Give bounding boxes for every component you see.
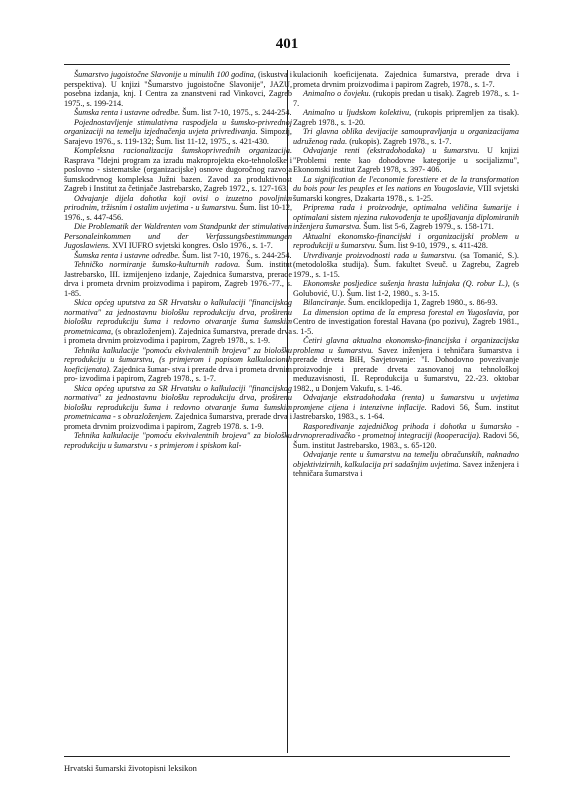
bibliography-entry [293, 203, 519, 232]
bibliography-entry [64, 346, 292, 384]
left-column [64, 70, 292, 450]
bibliography-entry [293, 279, 519, 298]
entry-title: Kompleksna racionalizacija šumskoprivrednih organizacija. [74, 146, 292, 155]
bibliography-entry [293, 127, 519, 146]
entry-title: Animalno u ljudskom kolektivu, [303, 108, 412, 117]
bibliography-entry [64, 260, 292, 298]
bibliography-entry [64, 251, 292, 261]
entry-title: Raspoređivanje zajedničkog prihoda i dohotka u šumarsko - drvnopreradivačko - prometnoj integraciji (kooperacija). [293, 421, 519, 440]
entry-title: Priprema rada i proizvodnje, optimalna veličina šumarije i optimalani sistem njezina rukovođenja te upošljavanja diplomiranih inženjera šumarstva. [293, 203, 519, 231]
entry-details: Šum. enciklopedija 1, Zagreb 1980., s. 86-93. [345, 298, 498, 307]
entry-details: U knjizi "Problemi rente kao dohodovne kategorije u socijalizmu", Ekonomski institut Zagreb 1978, s. 397- 406. [293, 146, 519, 174]
entry-title: Tehničko normiranje šumsko-kulturnih radova. [74, 260, 241, 269]
entry-title: Pojednostavljenje stimulativna raspodjela u šumsko-privrednoj organizaciji na temelju izjednačenja uvjeta privređivanja. [64, 117, 292, 136]
bibliography-entry [64, 146, 292, 194]
bibliography-entry [64, 108, 292, 118]
entry-title: Šumarstvo jugoistočne Slavonije u minulih 100 godina, [74, 70, 256, 79]
bibliography-entry [293, 232, 519, 251]
entry-title: La dimension optima de la empresa forestal en Yugoslavia, [303, 307, 505, 317]
footer-text: Hrvatski šumarski životopisni leksikon [64, 763, 197, 773]
bibliography-entry [293, 89, 519, 108]
entry-details: Radovi 56, Šum. institut Jastrebarsko, 1983., s. 1-64. [293, 402, 520, 421]
entry-title: Aktualni ekonomsko-financijski i organizacijski problem u reprodukciji u šumarstvu. [293, 231, 519, 250]
entry-title: Tehnika kalkulacije "pomoću ekvivalentnih brojeva" za biološku reprodukciju u šumarstvu, (s primjerom i popisom kalkulacionih koeficijenata). [64, 345, 292, 374]
bibliography-entry [64, 384, 292, 432]
entry-details: (rukopis predan u tisak). Zagreb 1978., s. 1-7. [293, 89, 519, 108]
bibliography-entry [293, 422, 519, 451]
bibliography-entry [293, 393, 519, 422]
entry-title: La signification de l'economie forestiere et de la transformation du bois pour les peuples et les nations en Yougoslavie, [293, 174, 519, 193]
entry-title: Skica općeg uputstva za SR Hrvatsku o kalkulaciji "financijskog normativa" za jednostavnu biološku reprodukciju drva, proširenu biološku reprodukciju šuma i redovno otvaranje šuma šumskim prometnicama - s obrazloženjem. [64, 383, 292, 421]
entry-title: Odvajanje dijela dohotka koji ovisi o izuzetno povoljnim prirodnim, tržisnim i ostalim uvjetima - u šumarstvu. [64, 193, 292, 212]
entry-details: (s obrazloženjem). Zajednica šumarstva, prerade drva i prometa drvnim proizvodima i papirom, Zagreb 1978., s. 1-9. [64, 326, 292, 345]
entry-details: Šum. list 7-10, 1975., s. 244-254. [180, 108, 292, 117]
bibliography-entry [293, 298, 519, 308]
entry-title: Utvrđivanje proizvodnosti rada u šumarstvu. [303, 250, 457, 260]
entry-details: (rukopis pripremljen za tisak). Zagreb 1978., s. 1-20. [293, 108, 519, 127]
bibliography-entry [293, 108, 519, 127]
entry-title: Četiri glavna aktualna ekonomsko-financijska i organizacijska problema u šumarstvu. [293, 336, 519, 355]
entry-details: Šum. list 10-12, 1976., s. 447-456. [64, 203, 292, 222]
column-divider [287, 70, 288, 753]
bibliography-entry [293, 336, 519, 393]
bibliography-entry [64, 194, 292, 223]
entry-title: Šumska renta i ustavne odredbe. [74, 108, 181, 117]
bibliography-entry [64, 298, 292, 346]
entry-details: VIII svjetski šumarski kongres, Dzakarta 1978., s. 1-25. [293, 184, 520, 203]
entry-title: Ekonomske posljedice sušenja hrasta lužnjaka (Q. robur L.), [303, 279, 510, 288]
entry-details: (sa Tomanić, S.). (metodološka studija). Šum. fakultet Sveuč. u Zagrebu, Zagreb 1979., s. 1-15. [293, 250, 519, 279]
entry-details: Simpozij, Sarajevo 1976., s. 119-132; Šum. list 11-12, 1975., s. 421-430. [64, 127, 292, 146]
entry-title: Odvajanje renti (ekstradohodaka) u šumarstvu. [303, 146, 480, 155]
entry-title: Odvajanje rente u šumarstvu na temelju obračunskih, naknadno objektivizirnih, kalkulacija pri sadašnjim uvjetima. [293, 450, 519, 469]
entry-details: Zajednica šumarstva, prerade drva i prometa drvnim proizvodima i papirom, Zagreb 1978. s. 1-9. [64, 412, 292, 431]
right-column [293, 70, 519, 479]
entry-title: Odvajanje ekstradohodaka (renta) u šumarstvu u uvjetima promjene cijena i intenzivne inflacije. [293, 393, 519, 412]
entry-details: Zajednica šumar- stva i prerade drva i prometa drvnim pro- izvodima i papirom, Zagreb 1978., s. 1-7. [64, 364, 292, 383]
entry-title: Skica općeg uputstva za SR Hrvatsku o kalkulaciji "financijskog normativa" za jednostavnu biološku reprodukciju drva, proširenu biološku reprodukciju šuma i redovno otvaranje šuma šumskim prometnicama, [64, 298, 292, 336]
bibliography-entry [293, 146, 519, 175]
entry-details: Šum. list 5-6, Zagreb 1979., s. 158-171. [361, 222, 494, 231]
entry-title: Tehnika kalkulacije "pomoću ekvivalentnih brojeva" za biološku reprodukciju u šumarstvu - s primjerom i spiskom kal- [64, 431, 292, 450]
bottom-rule [64, 756, 510, 757]
entry-details: (iskustva i perspektiva). U knjizi "Šumarstvo jugoistočne Slavonije", JAZU, posebna izdanja, knj. I Centra za znanstveni rad Vinkovci, Zagreb 1975., s. 199-214. [64, 70, 292, 108]
entry-details: Šum. list 9-10, 1979., s. 411-428. [376, 241, 488, 250]
bibliography-entry [293, 450, 519, 479]
entry-details: por Centro de investigation forestal Havana (po pozivu), Zagreb 1981., s. 1-5. [293, 307, 519, 336]
bibliography-entry [64, 222, 292, 251]
bibliography-entry [293, 175, 519, 204]
entry-title: Bilanciranje. [303, 298, 346, 307]
entry-details: (rukopis). Zagreb 1978., s. 1-7. [347, 136, 452, 146]
entry-title: Die Problematik der Waldrenten vom Standpunkt der stimulativen Personaleinkommen und der Verfassungsbestimmungen Jugoslawiens. [64, 222, 292, 250]
entry-title: Animalno o čovjeku. [303, 89, 371, 98]
entry-details: Savez inženjera i tehničara šumarstva i [293, 459, 519, 478]
top-rule [64, 64, 510, 65]
entry-details: XVI IUFRO svjetski kongres. Oslo 1976., s. 1-7. [110, 241, 273, 250]
entry-details: Šum. institut Jastrebarsko, III. izmijenjeno izdanje, Zajednica šumarstva, prerade drva i prometa drvnim proizvodima i papirom, Zagreb 1976.-77., s. 1-85. [64, 260, 293, 298]
page-number: 401 [275, 36, 299, 52]
bibliography-entry [64, 70, 292, 108]
entry-details: kulacionih koeficijenata. Zajednica šumarstva, prerade drva i prometa drvnim proizvodima i papirom Zagreb, 1978., s. 1-7. [293, 70, 519, 89]
bibliography-entry [64, 118, 292, 147]
entry-details: Rasprava "Idejni program za izradu makroprojekta eko-tehnološke i poslovno - sistematske (organizacijske) osnove dugoročnog razvoja šumskodrvnog kompleksa Južni bazen. Zavod za produktivnost Zagreb i Institut za četinjače Jastrebarsko, Zagreb 1972., s. 127-163. [64, 155, 292, 193]
bibliography-entry [293, 70, 519, 89]
entry-details: Šum. list 7-10, 1976., s. 244-254. [180, 250, 292, 260]
entry-details: Radovi 56, Šum. institut Jastrebarsko, 1983., s. 65-120. [293, 431, 519, 450]
entry-title: Šumska renta i ustavne odredbe. [74, 250, 181, 260]
entry-details: Savez inženjera i tehničara šumarstva i prerade drveta BiH, Savjetovanje: "I. Dohodovno povezivanje proizvodnje i prerade drveta zasnovanoj na tehnološkoj međuzavisnosti, II. Reprodukcija u šumarstvu, 22.-23. oktobar 1982., u Donjem Vakufu, s. 1-46. [293, 345, 519, 393]
bibliography-entry [293, 308, 519, 337]
entry-details: (s Golubović, U.). Šum. list 1-2, 1980., s. 3-15. [293, 279, 520, 298]
entry-title: Tri glavna oblika devijacije samoupravljanja u organizacijama udruženog rada. [293, 127, 519, 146]
bibliography-entry [293, 251, 519, 280]
bibliography-entry [64, 431, 292, 450]
